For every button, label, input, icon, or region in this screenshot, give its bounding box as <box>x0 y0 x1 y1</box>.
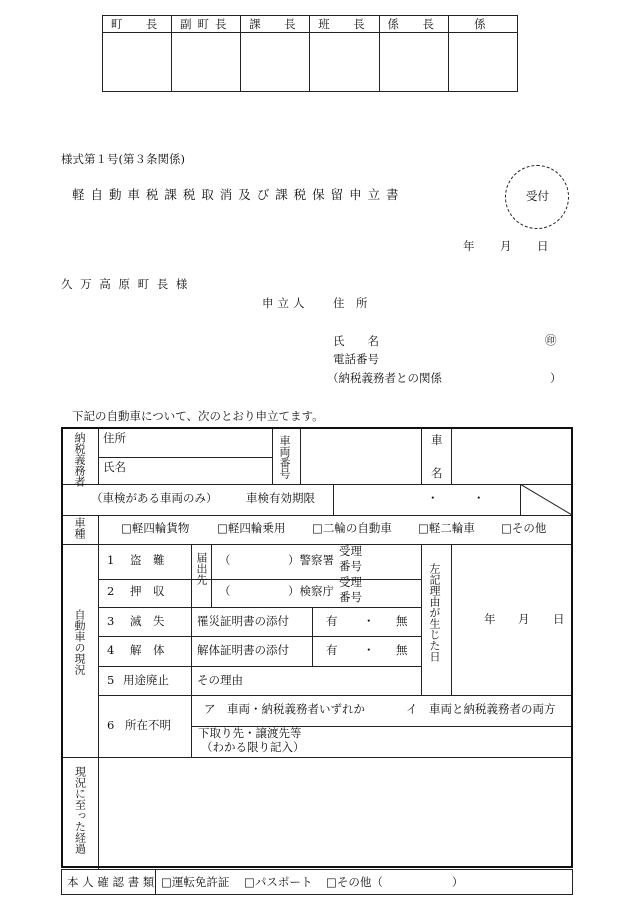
identity-row <box>61 869 573 895</box>
separator-dot: ・ <box>363 643 375 657</box>
reason-date-label: 左記理由が生じた日 <box>428 563 441 662</box>
status-num: 1 <box>107 553 115 567</box>
report-to-label: 届出先 <box>195 552 208 585</box>
approval-header: 課 長 <box>241 16 310 33</box>
status-destroyed[interactable]: 滅 失 <box>130 614 165 628</box>
addressee: 久 万 高 原 町 長 様 <box>61 277 190 291</box>
approval-cell[interactable] <box>241 33 310 92</box>
status-seizure[interactable]: 押 収 <box>130 584 165 598</box>
identity-option-passport[interactable]: □パスポート <box>244 875 313 889</box>
approval-header: 町 長 <box>103 16 172 33</box>
intro-text: 下記の自動車について、次のとおり申立てます。 <box>72 409 324 423</box>
taxpayer-address-label: 住所 <box>103 431 126 445</box>
receipt-label: 受理 <box>339 544 362 558</box>
status-dismantled[interactable]: 解 体 <box>130 643 165 657</box>
diagonal-slash <box>520 484 572 515</box>
police-station-input[interactable]: （ ）警察署 <box>219 553 334 567</box>
transfer-label: 下取り先・譲渡先等 <box>198 726 302 740</box>
type-option-light-cargo[interactable]: □軽四輪貨物 <box>121 521 190 535</box>
vehicle-number-label: 車両番号 <box>278 435 291 479</box>
reason-date-year[interactable]: 年 <box>484 612 496 626</box>
identity-option-other[interactable]: □その他（ ） <box>326 875 464 889</box>
vehicle-number-input[interactable] <box>303 431 419 483</box>
seal-mark: ㊞ <box>545 333 557 347</box>
vehicle-name-input[interactable] <box>454 431 568 483</box>
taxpayer-address-input[interactable] <box>135 431 269 455</box>
disaster-cert-label: 罹災証明書の添付 <box>197 614 289 628</box>
vehicle-status-label: 自動車の現況 <box>73 609 86 675</box>
main-form-table <box>61 427 573 868</box>
document-title: 軽 自 動 車 税 課 税 取 消 及 び 課 税 保 留 申 立 書 <box>72 187 400 202</box>
status-num: 4 <box>107 643 115 657</box>
address-label: 住 所 <box>333 296 368 310</box>
phone-label: 電話番号 <box>333 352 379 366</box>
dismantle-cert-no[interactable]: 無 <box>396 643 408 657</box>
inspection-date-input[interactable]: ・ ・ <box>427 491 485 505</box>
status-theft[interactable]: 盗 難 <box>130 553 165 567</box>
circumstances-label: 現況に至った経過 <box>73 766 87 854</box>
form-number: 様式第１号(第３条関係) <box>61 152 185 166</box>
relation-close: ） <box>550 371 562 385</box>
prosecutor-office-input[interactable]: （ ）検察庁 <box>219 584 334 598</box>
status-num: 3 <box>107 614 115 628</box>
taxpayer-name-input[interactable] <box>135 459 269 483</box>
inspection-note: （車検がある車両のみ） <box>91 491 218 505</box>
disaster-cert-yes[interactable]: 有 <box>326 614 338 628</box>
approval-cell[interactable] <box>172 33 241 92</box>
dismantle-cert-label: 解体証明書の添付 <box>197 643 289 657</box>
dismantle-cert-yes[interactable]: 有 <box>326 643 338 657</box>
vehicle-type-label: 車種 <box>73 517 86 539</box>
inspection-label: 車検有効期限 <box>246 491 315 505</box>
taxpayer-label: 納税義務者 <box>73 432 86 487</box>
approval-header: 副町長 <box>172 16 241 33</box>
missing-option-a[interactable]: ア 車両・納税義務者いずれか <box>204 702 365 716</box>
identity-label: 本 人 確 認 書 類 <box>67 875 155 889</box>
applicant-label: 申立人 <box>262 296 309 310</box>
separator-dot: ・ <box>363 614 375 628</box>
taxpayer-name-label: 氏名 <box>103 460 126 474</box>
receipt-label: 番号 <box>339 590 362 604</box>
date-month: 月 <box>500 239 512 253</box>
identity-option-license[interactable]: □運転免許証 <box>161 875 230 889</box>
reason-input[interactable] <box>253 668 419 694</box>
relation-label: （納税義務者との関係 <box>327 371 442 385</box>
approval-table <box>102 15 518 92</box>
approval-header: 係 <box>448 16 517 33</box>
status-whereabouts-unknown[interactable]: 所在不明 <box>125 718 171 732</box>
approval-cell[interactable] <box>448 33 517 92</box>
status-num: 5 <box>107 673 115 687</box>
type-option-light-passenger[interactable]: □軽四輪乗用 <box>217 521 286 535</box>
name-label: 氏 名 <box>333 334 379 348</box>
disaster-cert-no[interactable]: 無 <box>396 614 408 628</box>
type-option-other[interactable]: □その他 <box>501 521 547 535</box>
missing-option-b[interactable]: イ 車両と納税義務者の両方 <box>406 702 556 716</box>
receipt-label: 番号 <box>339 559 362 573</box>
approval-header: 係 長 <box>379 16 448 33</box>
date-year: 年 <box>463 239 475 253</box>
stamp-label: 受付 <box>526 189 549 203</box>
receipt-label: 受理 <box>339 575 362 589</box>
transfer-input[interactable] <box>315 728 569 756</box>
reason-date-day[interactable]: 日 <box>553 612 565 626</box>
approval-header: 班 長 <box>310 16 379 33</box>
date-day: 日 <box>537 239 549 253</box>
approval-cell[interactable] <box>310 33 379 92</box>
circumstances-input[interactable] <box>101 760 569 866</box>
approval-cell[interactable] <box>103 33 172 92</box>
type-option-light-two-wheel[interactable]: □軽二輪車 <box>418 521 475 535</box>
transfer-note: （わかる限り記入） <box>201 740 305 754</box>
status-use-discontinued[interactable]: 用途廃止 <box>123 673 169 687</box>
vehicle-name-label-top: 車 <box>431 433 443 447</box>
approval-cell[interactable] <box>379 33 448 92</box>
status-num: 2 <box>107 584 115 598</box>
reason-date-month[interactable]: 月 <box>518 612 530 626</box>
status-num: 6 <box>107 718 115 732</box>
vehicle-name-label-bottom: 名 <box>431 466 443 480</box>
type-option-two-wheel[interactable]: □二輪の自動車 <box>312 521 392 535</box>
reason-label: その理由 <box>197 673 243 687</box>
